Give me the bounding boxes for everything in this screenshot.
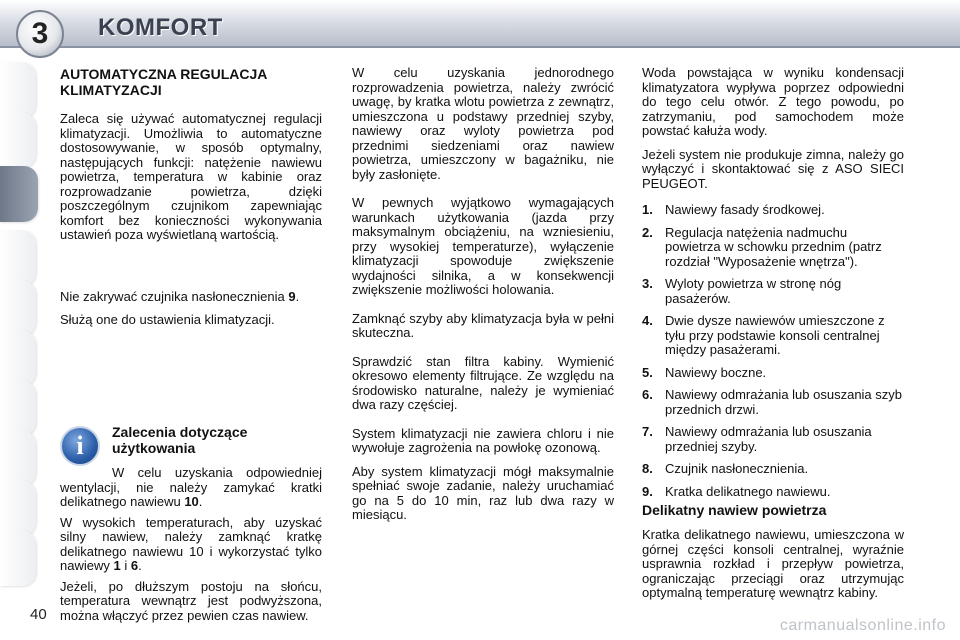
chapter-tab-9[interactable] <box>0 480 36 536</box>
gentle-airflow-text: Kratka delikatnego nawiewu, umieszczona w górnej części konsoli centralnej, wyraźnie usprawnia rozkład i przepływ powietrza, ograniczając przeciągi oraz utrzymując optymalną temperaturę wewnątrz kabiny. <box>642 527 904 600</box>
middle-paragraph-3: Zamknąć szyby aby klimatyzacja była w pełni skuteczna. <box>352 310 614 340</box>
advice-paragraph-1: W celu uzyskania odpowiedniej wentylacji, nie należy zamykać kratki delikatnego nawiewu 10. <box>60 465 322 509</box>
legend-text: Nawiewy odmrażania lub osuszania szyb przednich drzwi. <box>665 387 903 417</box>
advice-paragraph-3: Jeżeli, po dłuższym postoju na słońcu, temperatura wewnątrz jest podwyższona, można włączyć przez pewien czas nawiew. <box>60 578 322 623</box>
main-heading: AUTOMATYCZNA REGULACJA KLIMATYZACJI <box>60 66 267 98</box>
chapter-tab-1[interactable] <box>0 62 36 118</box>
ref-10: 10 <box>184 494 199 509</box>
chapter-tab-7[interactable] <box>0 380 36 436</box>
legend-number: 5. <box>642 364 653 380</box>
legend-text: Nawiewy odmrażania lub osuszania przedniej szyby. <box>665 424 872 454</box>
chapter-tab-3-active[interactable] <box>0 166 38 222</box>
legend-item <box>642 462 904 477</box>
legend-text: Dwie dysze nawiewów umieszczone z tyłu przy podstawie konsoli centralnej między pasażerami. <box>665 313 885 357</box>
column-right <box>642 66 904 507</box>
legend-text: Wyloty powietrza w stronę nóg pasażerów. <box>665 276 842 306</box>
legend-number: 3. <box>642 276 653 291</box>
legend-item <box>642 277 904 306</box>
intro-paragraph: Zaleca się używać automatycznej regulacji klimatyzacji. Umożliwia to automatyczne dostosowywanie, w sposób optymalny, następujących funkcji: natężenie nawiewu powietrza, temperatura w kabinie oraz rozprowadzanie powietrza, dzięki poszczególnym czujnikom zapewniając komfort bez konieczności wykonywania ustawień poza wyświetlaną wartością. <box>60 111 322 242</box>
right-paragraph-1: Woda powstająca w wyniku kondensacji klimatyzatora wypływa poprzez odpowiedni do tego celu otwór. Z tego powodu, po zatrzymaniu, pod samochodem może powstać kałuża wody. <box>642 65 904 138</box>
legend-number: 1. <box>642 202 653 217</box>
ref-1: 1 <box>113 558 121 573</box>
legend-item <box>642 388 904 417</box>
info-icon: i <box>60 426 100 466</box>
advice-box <box>60 424 322 629</box>
advice-heading: Zalecenia dotyczące użytkowania <box>112 424 248 456</box>
chapter-number-badge: 3 <box>16 10 64 58</box>
sensor-warning: Nie zakrywać czujnika nasłonecznienia 9. <box>60 288 300 304</box>
legend-text: Nawiewy boczne. <box>665 364 767 380</box>
legend-text: Czujnik nasłonecznienia. <box>665 461 809 476</box>
header-divider <box>0 46 960 48</box>
chapter-tab-10[interactable] <box>0 530 36 586</box>
legend-text: Nawiewy fasady środkowej. <box>665 202 825 217</box>
legend-item <box>642 226 904 270</box>
vent-legend-list <box>642 203 904 499</box>
watermark: carmanualsonline.info <box>779 617 946 634</box>
subheading-gentle-airflow: Delikatny nawiew powietrza <box>642 502 827 518</box>
legend-item <box>642 425 904 454</box>
middle-paragraph-6: Aby system klimatyzacji mógł maksymalnie spełniać swoje zadanie, należy uruchamiać go na 5 do 10 min, raz lub dwa razy w miesiącu. <box>352 463 614 522</box>
middle-paragraph-5: System klimatyzacji nie zawiera chloru i nie wywołuje zagrożenia na powłokę ozonową. <box>352 425 614 455</box>
legend-item <box>642 366 904 381</box>
legend-item <box>642 314 904 358</box>
legend-text: Regulacja natężenia nadmuchu powietrza w schowku przednim (patrz rozdział "Wyposażenie wnętrza"). <box>665 224 882 269</box>
chapter-tab-8[interactable] <box>0 430 36 486</box>
chapter-tab-2[interactable] <box>0 112 36 168</box>
legend-text: Kratka delikatnego nawiewu. <box>665 483 831 499</box>
right-paragraph-2: Jeżeli system nie produkuje zimna, należy go wyłączyć i skontaktować się z ASO SIECI PEUGEOT. <box>642 146 904 191</box>
section-title: KOMFORT <box>98 14 223 41</box>
legend-number: 9. <box>642 483 653 499</box>
page-number: 40 <box>30 606 47 623</box>
ref-6: 6 <box>130 558 139 573</box>
legend-number: 6. <box>642 387 653 402</box>
legend-item <box>642 485 904 500</box>
legend-number: 7. <box>642 424 653 439</box>
chapter-tab-4[interactable] <box>0 230 36 286</box>
middle-paragraph-4: Sprawdzić stan filtra kabiny. Wymienić okresowo elementy filtrujące. Ze względu na środowisko naturalne, należy je wymieniać dwa razy częściej. <box>352 353 614 412</box>
column-middle <box>352 66 614 532</box>
middle-paragraph-2: W pewnych wyjątkowo wymagających warunkach użytkowania (jazda przy maksymalnym obciążeniu, na wzniesieniu, przy wysokiej temperaturze), wyłączenie klimatyzacji spowoduje zwiększenie wydajności silnika, a w konsekwencji zwiększenie możliwości holowania. <box>352 195 614 297</box>
chapter-tab-5[interactable] <box>0 280 36 336</box>
legend-number: 2. <box>642 224 653 240</box>
legend-item <box>642 203 904 218</box>
ref-9: 9 <box>288 288 296 304</box>
chapter-tab-6[interactable] <box>0 330 36 386</box>
column-left <box>60 66 322 337</box>
middle-paragraph-1: W celu uzyskania jednorodnego rozprowadzenia powietrza, należy zwrócić uwagę, by kratka wlotu powietrza z zewnątrz, umieszczona u podstawy przedniej szyby, nawiewy oraz wyloty powietrza pod przednimi siedzeniami oraz nawiew powietrza, umieszczony w bagażniku, nie były zasłonięte. <box>352 65 614 182</box>
sensor-purpose: Służą one do ustawienia klimatyzacji. <box>60 312 275 327</box>
legend-number: 4. <box>642 313 653 328</box>
spacer <box>60 252 322 290</box>
advice-paragraph-2: W wysokich temperaturach, aby uzyskać silny nawiew, należy zamknąć kratkę delikatnego nawiewu 10 i wykorzystać tylko nawiewy 1 i 6. <box>60 514 322 573</box>
legend-number: 8. <box>642 461 653 476</box>
